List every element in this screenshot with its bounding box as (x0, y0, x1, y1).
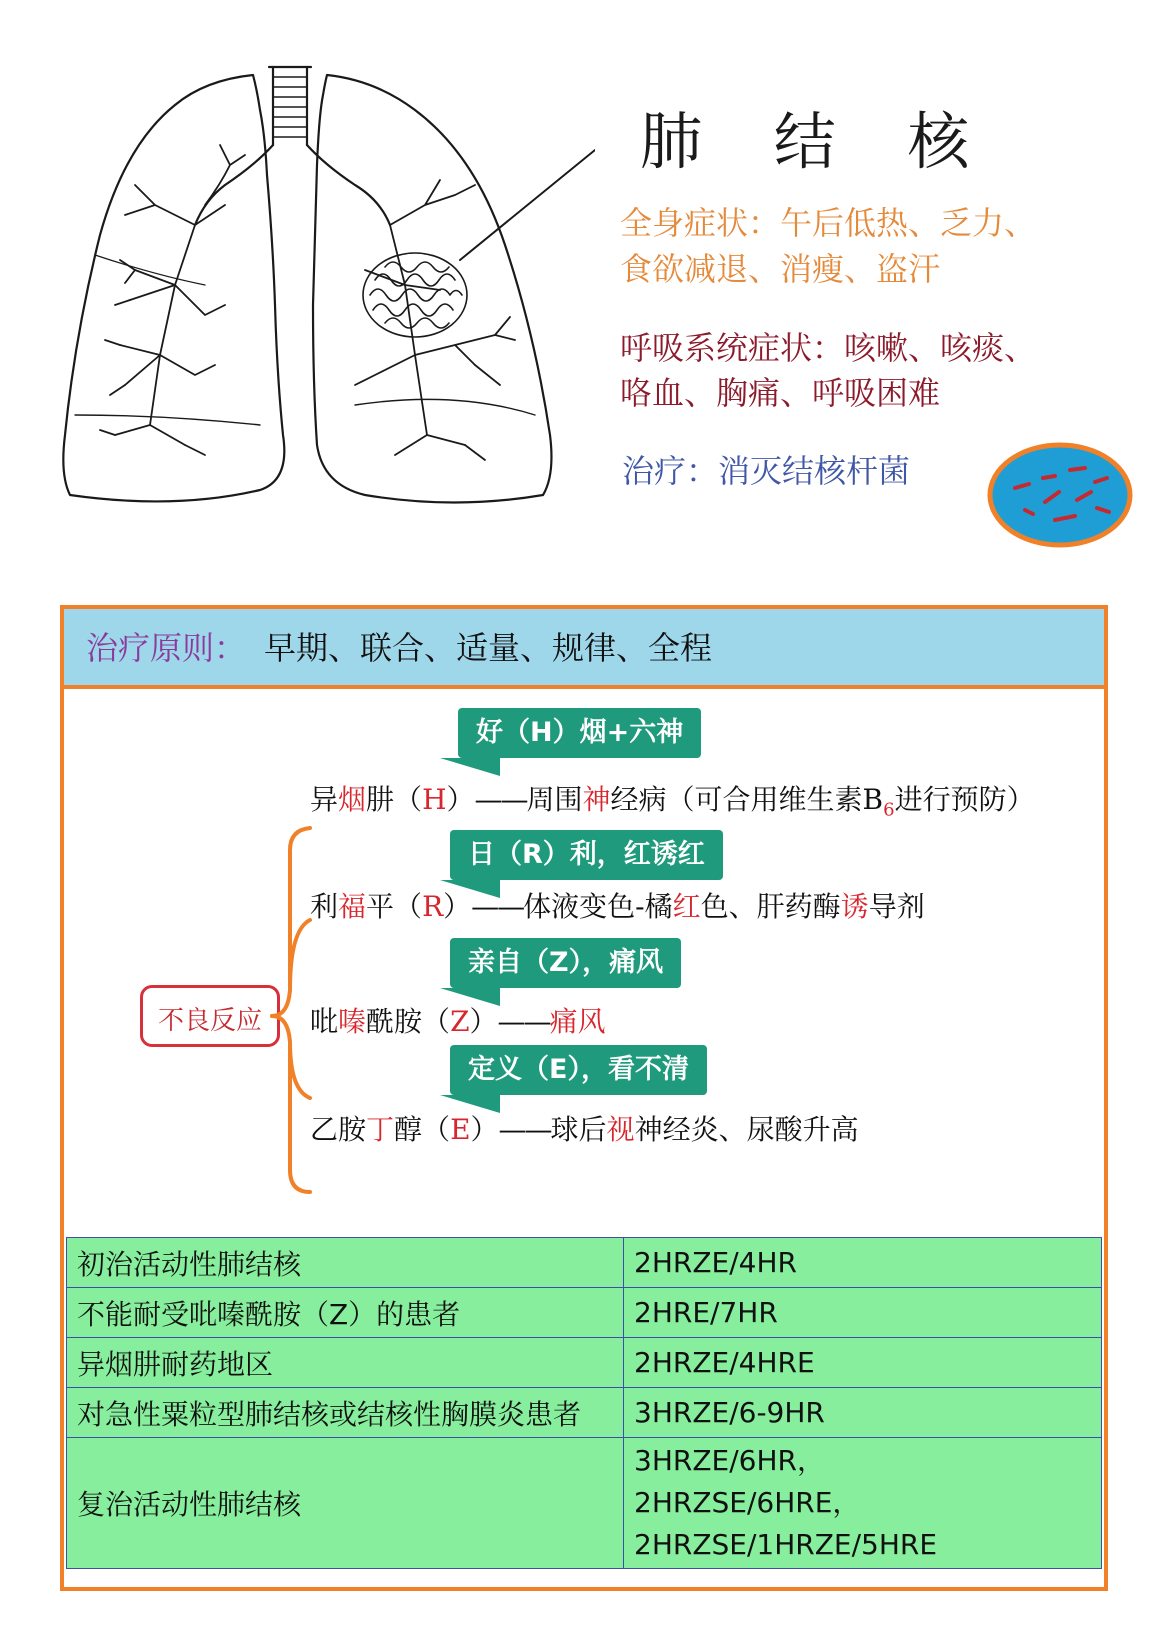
treatment-principle-value: 早期、联合、适量、规律、全程 (264, 629, 713, 667)
lung-illustration (55, 55, 595, 545)
table-row (67, 1288, 1102, 1338)
treatment-value: 消灭结核杆菌 (718, 452, 911, 490)
effect-part: 体液变色-橘 (523, 890, 673, 923)
regimen-condition: 复治活动性肺结核 (67, 1438, 624, 1569)
systemic-symptoms-text: 午后低热、乏力、 (780, 204, 1037, 242)
regimen-value: 2HRE/7HR (624, 1288, 1102, 1338)
drug-line-rifampicin: 利福平（R）——体液变色-橘红色、肝药酶诱导剂 (310, 890, 925, 923)
dash: —— (471, 890, 524, 923)
effect-part: 周围 (526, 783, 583, 816)
regimen-condition: 对急性粟粒型肺结核或结核性胸膜炎患者 (67, 1388, 624, 1438)
mnemonic-tag-pyrazinamide: 亲自（Z），痛风 (450, 938, 681, 988)
drug-name-part: 乙胺 (310, 1113, 367, 1146)
regimen-value: 2HRZE/4HRE (624, 1338, 1102, 1388)
effect-key-char: 诱 (840, 890, 869, 923)
drug-code: E (450, 1113, 471, 1146)
drug-name-part: 平 (366, 890, 395, 923)
bacteria-petri-dish-icon (985, 440, 1135, 550)
drug-name-key-char: 丁 (366, 1113, 395, 1146)
effect-key-char: 红 (672, 890, 701, 923)
drug-name-part: 吡 (310, 1005, 339, 1038)
adverse-reaction-label: 不良反应 (157, 1006, 262, 1036)
treatment-label: 治疗： (622, 452, 719, 490)
page-title: 肺 结 核 (640, 105, 996, 178)
adverse-reaction-box (140, 985, 280, 1047)
drug-name-part: 利 (310, 890, 339, 923)
effect-part: 进行预防） (894, 783, 1035, 816)
regimen-value-multi (624, 1438, 1102, 1569)
effect-part: 球后 (550, 1113, 607, 1146)
drug-name-key-char: 烟 (338, 783, 367, 816)
dash: —— (474, 783, 527, 816)
regimen-value-line: 2HRZSE/1HRZE/5HRE (634, 1528, 938, 1561)
treatment-principle-label: 治疗原则： (86, 629, 247, 667)
regimen-table (66, 1237, 1102, 1569)
drug-line-pyrazinamide: 吡嗪酰胺（Z）——痛风 (310, 1005, 606, 1038)
regimen-condition: 初治活动性肺结核 (67, 1238, 624, 1288)
respiratory-symptoms-text: 咳嗽、咳痰、 (844, 329, 1037, 367)
mnemonic-tag-isoniazid: 好（H）烟+六神 (458, 708, 701, 758)
regimen-condition: 不能耐受吡嗪酰胺（Z）的患者 (67, 1288, 624, 1338)
effect-part: 神经炎、尿酸升高 (634, 1113, 859, 1146)
drug-name-key-char: 福 (338, 890, 367, 923)
effect-key-char: 痛风 (549, 1005, 606, 1038)
drug-line-ethambutol: 乙胺丁醇（E）——球后视神经炎、尿酸升高 (310, 1113, 859, 1146)
table-row (67, 1238, 1102, 1288)
effect-key-char: 视 (606, 1113, 635, 1146)
drug-name-part: 异 (310, 783, 339, 816)
drug-name-part: 酰胺 (366, 1005, 423, 1038)
drug-code: R (422, 890, 444, 923)
table-row (67, 1388, 1102, 1438)
drug-line-isoniazid: 异烟肼（H）——周围神经病（可合用维生素$B_6$进行预防） (310, 783, 1035, 821)
regimen-value: 3HRZE/6-9HR (624, 1388, 1102, 1438)
respiratory-symptoms-line2: 咯血、胸痛、呼吸困难 (620, 374, 941, 412)
drug-code: Z (450, 1005, 470, 1038)
treatment-principle-bar (64, 609, 1104, 689)
effect-part: 经病（可合用维生素B (610, 783, 884, 816)
effect-part: 色、肝药酶 (700, 890, 841, 923)
drug-name-part: 肼 (366, 783, 395, 816)
mnemonic-tag-rifampicin: 日（R）利，红诱红 (450, 830, 723, 880)
dash: —— (497, 1005, 550, 1038)
regimen-value: 2HRZE/4HR (624, 1238, 1102, 1288)
systemic-symptoms-line1 (620, 200, 1036, 246)
regimen-value-line: 3HRZE/6HR， (634, 1444, 825, 1477)
effect-part: 导剂 (868, 890, 925, 923)
systemic-symptoms-line2: 食欲减退、消瘦、盗汗 (620, 250, 941, 288)
vitamin-subscript: 6 (883, 799, 895, 821)
dash: —— (498, 1113, 551, 1146)
regimen-value-line: 2HRZSE/6HRE， (634, 1486, 861, 1519)
systemic-symptoms-label: 全身症状： (620, 204, 781, 242)
respiratory-symptoms-line1 (620, 325, 1036, 371)
treatment-line (622, 448, 910, 494)
mnemonic-tag-ethambutol: 定义（E），看不清 (450, 1045, 707, 1095)
drug-code: H (422, 783, 447, 816)
table-row (67, 1438, 1102, 1569)
respiratory-symptoms-label: 呼吸系统症状： (620, 329, 845, 367)
drug-name-part: 醇 (394, 1113, 423, 1146)
regimen-condition: 异烟肼耐药地区 (67, 1338, 624, 1388)
drug-name-key-char: 嗪 (338, 1005, 367, 1038)
effect-key-char: 神 (582, 783, 611, 816)
mnemonic-tag-pointer (440, 758, 500, 776)
table-row (67, 1338, 1102, 1388)
